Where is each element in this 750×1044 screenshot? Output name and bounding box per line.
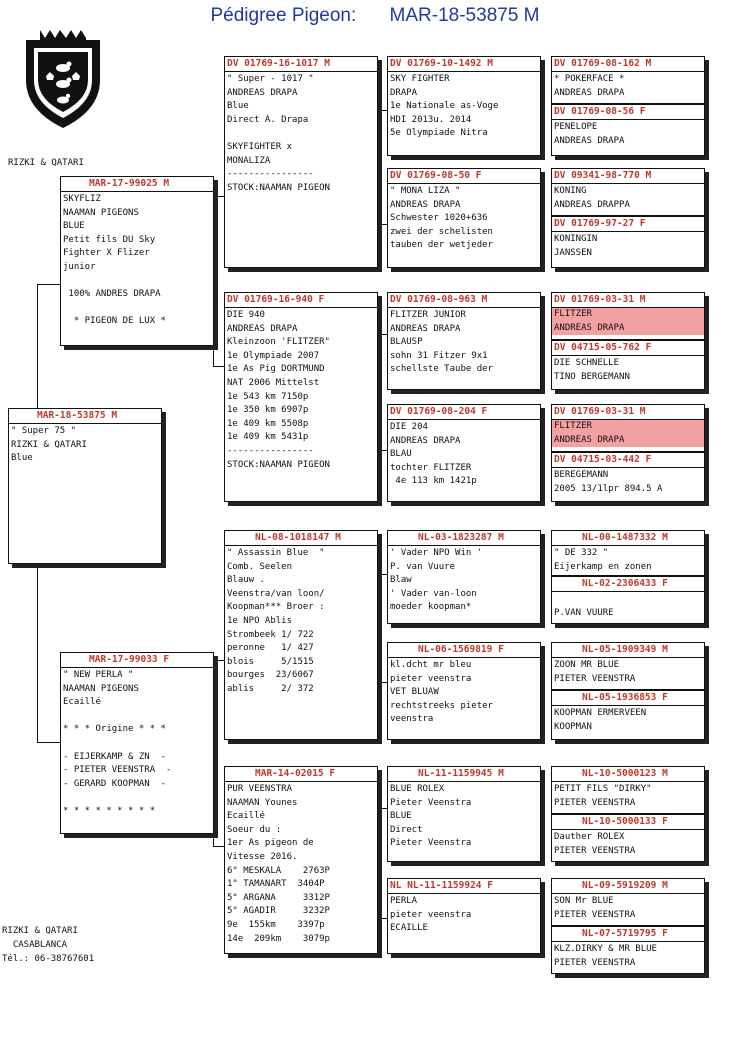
ring-number: MAR-18-53875 M bbox=[37, 410, 118, 421]
connector-line bbox=[542, 78, 543, 136]
ring-number: NL-10-5000133 F bbox=[582, 816, 668, 827]
connector-line bbox=[542, 666, 543, 722]
great-ancestor-card bbox=[551, 104, 705, 156]
connector-line bbox=[542, 428, 543, 486]
dam-card bbox=[60, 652, 214, 834]
ring-number: DV 01769-16-940 F bbox=[227, 294, 325, 305]
ring-number: DV 01769-08-50 F bbox=[390, 170, 482, 181]
grandparent-card bbox=[224, 56, 378, 268]
connector-line bbox=[542, 550, 543, 604]
ancestor-card bbox=[387, 292, 541, 390]
ring-number: DV 04715-03-442 F bbox=[554, 454, 652, 465]
ring-number: NL-08-1018147 M bbox=[255, 532, 341, 543]
great-ancestor-card bbox=[551, 56, 705, 104]
title-ring: MAR-18-53875 M bbox=[389, 5, 540, 26]
grandparent-card bbox=[224, 292, 378, 502]
pigeon-info: SKY FIGHTER DRAPA 1e Nationale as-Voge HDI 2013u. 2014 5e Olympiade Nitra bbox=[390, 74, 499, 139]
owner-city: CASABLANCA bbox=[2, 940, 68, 950]
great-ancestor-card bbox=[551, 168, 705, 216]
title-label: Pédigree Pigeon: bbox=[210, 5, 357, 26]
sire-card bbox=[60, 176, 214, 346]
pigeon-info: FLITZER JUNIOR ANDREAS DRAPA BLAUSP sohn 31 Fitzer 9x1 schellste Taube der bbox=[390, 310, 493, 375]
connector-line bbox=[37, 284, 62, 285]
ancestor-card bbox=[387, 530, 541, 624]
connector-line bbox=[37, 284, 38, 408]
ring-number: NL-11-1159945 M bbox=[418, 768, 504, 779]
ring-number: NL-09-5919209 M bbox=[582, 880, 668, 891]
ancestor-card bbox=[387, 404, 541, 502]
pigeon-info: " NEW PERLA " NAAMAN PIGEONS Ecaillé * * * Origine * * * - EIJERKAMP & ZN - - PIETER VEENSTRA - - GERARD KOOPMAN - * * * * * * * * * bbox=[63, 670, 172, 816]
great-ancestor-card bbox=[551, 292, 705, 340]
great-ancestor-card bbox=[551, 452, 705, 502]
owner-phone: Tél.: 06-38767601 bbox=[2, 954, 95, 964]
pigeon-info: KOOPMAN ERMERVEEN KOOPMAN bbox=[554, 708, 647, 732]
ring-number: MAR-17-99025 M bbox=[89, 178, 170, 189]
ring-number: NL-03-1823287 M bbox=[418, 532, 504, 543]
great-ancestor-card bbox=[551, 642, 705, 690]
grandparent-card bbox=[224, 766, 378, 954]
ring-number: NL-10-5000123 M bbox=[582, 768, 668, 779]
pigeon-info: SON Mr BLUE PIETER VEENSTRA bbox=[554, 896, 636, 920]
pigeon-info: DIE 204 ANDREAS DRAPA BLAU tochter FLITZER 4e 113 km 1421p bbox=[390, 422, 477, 487]
ancestor-card bbox=[387, 168, 541, 268]
great-ancestor-card bbox=[551, 690, 705, 740]
great-ancestor-card bbox=[551, 814, 705, 862]
great-ancestor-card bbox=[551, 404, 705, 452]
pigeon-info: " Super - 1017 " ANDREAS DRAPA Blue Direct A. Drapa SKYFIGHTER x MONALIZA ---------------- STOCK:NAAMAN PIGEON bbox=[227, 74, 330, 193]
ring-number: NL-06-1569819 F bbox=[418, 644, 504, 655]
pigeon-info: ' Vader NPO Win ' P. van Vuure Blaw ' Vader van-loon moeder koopman* bbox=[390, 548, 483, 613]
crest-logo-icon bbox=[20, 28, 106, 132]
pigeon-info: Dauther ROLEX PIETER VEENSTRA bbox=[554, 832, 636, 856]
pigeon-info: SKYFLIZ NAAMAN PIGEONS BLUE Petit fils DU Sky Fighter X Flizer junior 100% ANDRES DRAPA * PIGEON DE LUX * bbox=[63, 194, 166, 327]
connector-line bbox=[542, 786, 543, 844]
pigeon-info: BEREGEMANN 2005 13/1lpr 894.5 A bbox=[554, 470, 663, 494]
pigeon-info: PERLA pieter veenstra ECAILLE bbox=[390, 896, 472, 934]
pigeon-info: ZOON MR BLUE PIETER VEENSTRA bbox=[554, 660, 636, 684]
pigeon-info: " Assassin Blue " Comb. Seelen Blauw . Veenstra/van loon/ Koopman*** Broer : 1e NPO Ablis Strombeek 1/ 722 peronne 1/ 427 blois 5/1515 bourges 23/6067 ablis 2/ 372 bbox=[227, 548, 325, 694]
ring-number: DV 01769-08-963 M bbox=[390, 294, 488, 305]
great-ancestor-card bbox=[551, 530, 705, 576]
ring-number: DV 01769-03-31 M bbox=[554, 294, 646, 305]
great-ancestor-card bbox=[551, 926, 705, 974]
ring-number: NL-07-5719795 F bbox=[582, 928, 668, 939]
ancestor-card bbox=[387, 766, 541, 862]
pigeon-info: " Super 75 " RIZKI & QATARI Blue bbox=[11, 426, 87, 464]
owner-contact bbox=[2, 924, 94, 966]
ancestor-card bbox=[387, 56, 541, 156]
connector-line bbox=[37, 742, 62, 743]
owner-name-top: RIZKI & QATARI bbox=[8, 158, 84, 168]
ring-number: DV 09341-98-770 M bbox=[554, 170, 652, 181]
ring-number: MAR-17-99033 F bbox=[89, 654, 170, 665]
connector-line bbox=[542, 316, 543, 370]
pigeon-info: PUR VEENSTRA NAAMAN Younes Ecaillé Soeur du : 1er As pigeon de Vitesse 2016. 6° MESKALA 2763P 1° TAMANART 3404P 5° ARGANA 3312P 5° AGADIR 3232P 9e 155km 3397p 14e 209km 3079p bbox=[227, 784, 330, 944]
subject-card bbox=[8, 408, 162, 564]
owner-line: RIZKI & QATARI bbox=[2, 926, 78, 936]
connector-line bbox=[542, 900, 543, 956]
pigeon-info: DIE 940 ANDREAS DRAPA Kleinzoon 'FLITZER" 1e Olympiade 2007 1e As Pig DORTMUND NAT 2006 Mittelst 1e 543 km 7150p 1e 350 km 6907p 1e 409 km 5508p 1e 409 km 5431p ---------------- STOCK:NAAMAN PIGEON bbox=[227, 310, 330, 470]
page-title bbox=[0, 5, 750, 27]
pigeon-info: FLITZER ANDREAS DRAPA bbox=[552, 420, 704, 447]
great-ancestor-card bbox=[551, 576, 705, 624]
ancestor-card bbox=[387, 642, 541, 740]
pigeon-info: KONING ANDREAS DRAPPA bbox=[554, 186, 630, 210]
pigeon-info: " DE 332 " Eijerkamp en zonen bbox=[554, 548, 652, 572]
ring-number: NL NL-11-1159924 F bbox=[390, 880, 493, 891]
great-ancestor-card bbox=[551, 766, 705, 814]
ring-number: DV 01769-97-27 F bbox=[554, 218, 646, 229]
pigeon-info: P.VAN VUURE bbox=[554, 607, 614, 618]
ring-number: NL-00-1487332 M bbox=[582, 532, 668, 543]
ancestor-card bbox=[387, 878, 541, 954]
ring-number: DV 01769-08-204 F bbox=[390, 406, 488, 417]
pigeon-info: PETIT FILS "DIRKY" PIETER VEENSTRA bbox=[554, 784, 652, 808]
ring-number: NL-05-1936853 F bbox=[582, 692, 668, 703]
pigeon-info: kl.dcht mr bleu pieter veenstra VET BLUAW rechtstreeks pieter veenstra bbox=[390, 660, 493, 725]
pigeon-info: " MONA LIZA " ANDREAS DRAPA Schwester 1020+636 zwei der schelisten tauben der wetjeder bbox=[390, 186, 493, 251]
pigeon-info: BLUE ROLEX Pieter Veenstra BLUE Direct Pieter Veenstra bbox=[390, 784, 472, 849]
ring-number: DV 01769-03-31 M bbox=[554, 406, 646, 417]
ring-number: DV 01769-08-56 F bbox=[554, 106, 646, 117]
connector-line bbox=[37, 564, 38, 742]
great-ancestor-card bbox=[551, 878, 705, 926]
pigeon-info: PENELOPE ANDREAS DRAPA bbox=[554, 122, 625, 146]
ring-number: DV 01769-16-1017 M bbox=[227, 58, 330, 69]
pigeon-info: * POKERFACE * ANDREAS DRAPA bbox=[554, 74, 625, 98]
great-ancestor-card bbox=[551, 216, 705, 268]
pigeon-info: KLZ.DIRKY & MR BLUE PIETER VEENSTRA bbox=[554, 944, 657, 968]
grandparent-card bbox=[224, 530, 378, 740]
ring-number: NL-05-1909349 M bbox=[582, 644, 668, 655]
great-ancestor-card bbox=[551, 340, 705, 390]
ring-number: DV 01769-10-1492 M bbox=[390, 58, 493, 69]
pigeon-info: FLITZER ANDREAS DRAPA bbox=[552, 308, 704, 335]
pigeon-info: KONINGIN JANSSEN bbox=[554, 234, 598, 258]
ring-number: DV 04715-05-762 F bbox=[554, 342, 652, 353]
ring-number: DV 01769-08-162 M bbox=[554, 58, 652, 69]
ring-number: NL-02-2306433 F bbox=[582, 578, 668, 589]
ring-number: MAR-14-02015 F bbox=[255, 768, 336, 779]
pigeon-info: DIE SCHNELLE TINO BERGEMANN bbox=[554, 358, 630, 382]
connector-line bbox=[542, 190, 543, 248]
